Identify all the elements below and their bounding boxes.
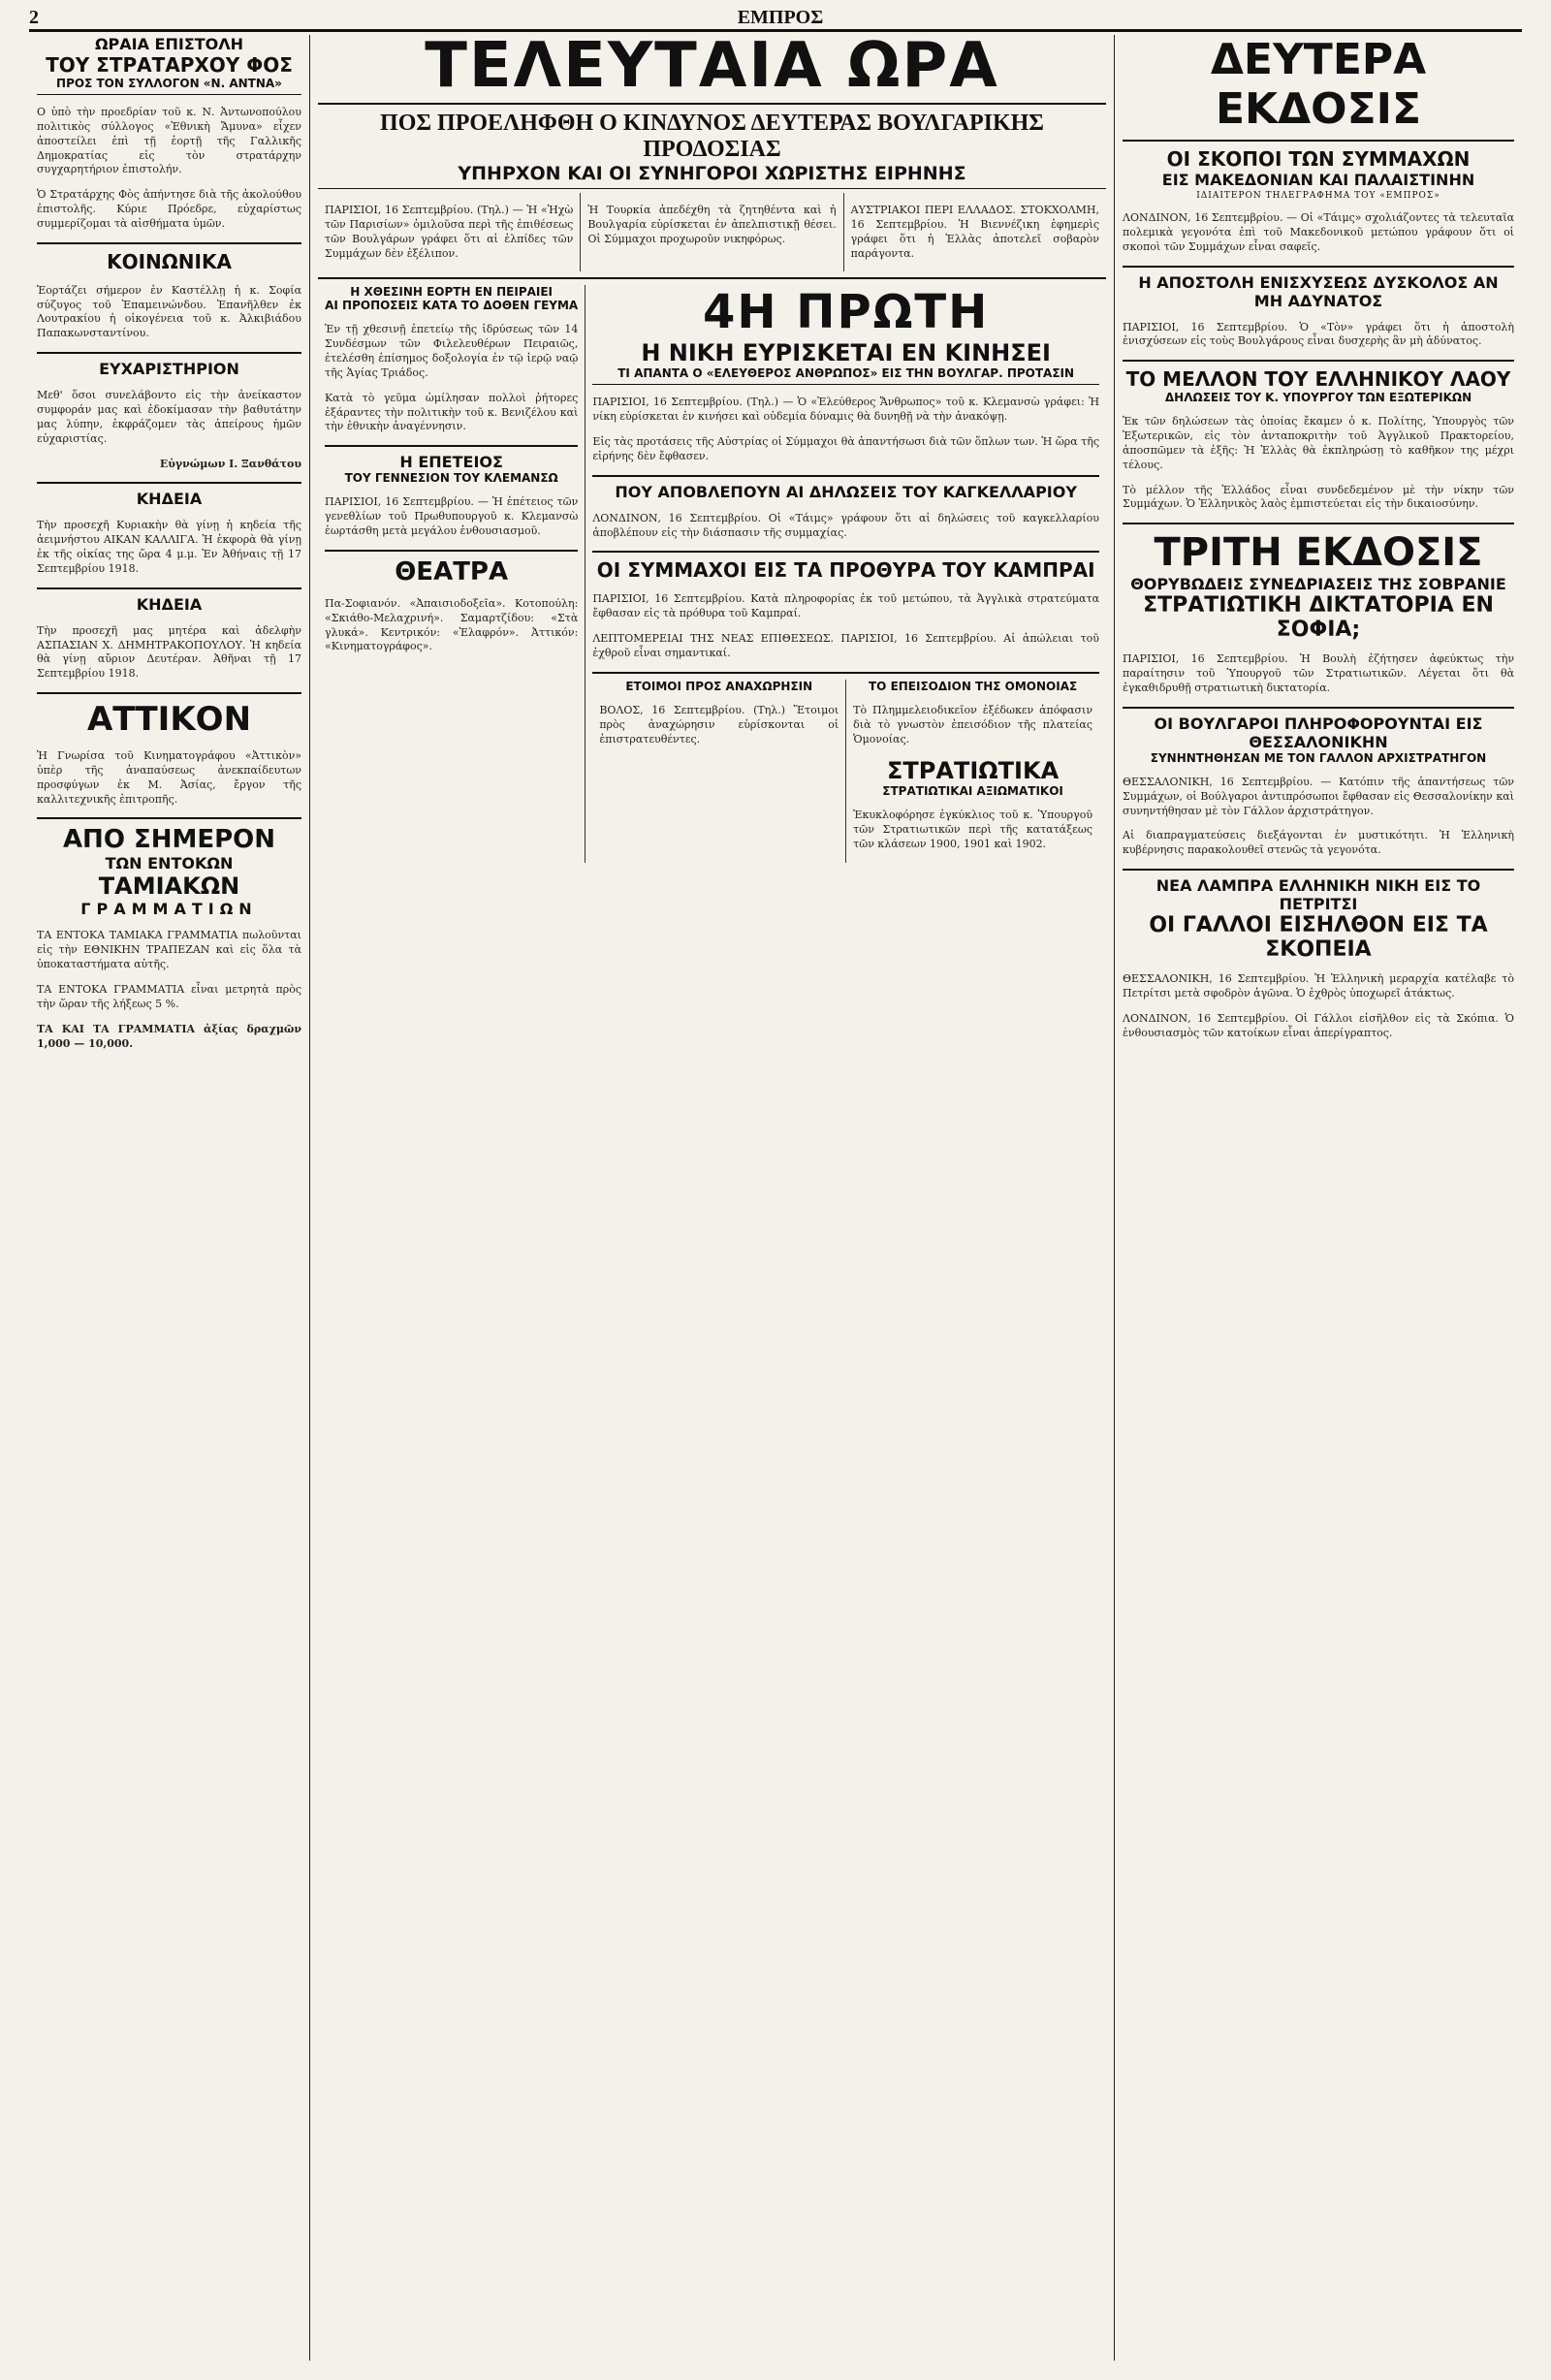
social-heading: ΚΟΙΝΩΝΙΚΑ bbox=[107, 249, 232, 273]
dictatorship-text: ΠΑΡΙΣΙΟΙ, 16 Σεπτεμβρίου. Ἡ Βουλὴ ἐζήτησεν ἀφεύκτως τὴν παραίτησιν τοῦ Ὑπουργοῦ τῶν Στρατιωτικῶν. Λέγεται ὅτι θὰ ἐγκαθιδρυθῇ στρατιωτικὴ δικτατορία. bbox=[1123, 652, 1514, 694]
allies-aims-subheading: ΕΙΣ ΜΑΚΕΔΟΝΙΑΝ ΚΑΙ ΠΑΛΑΙΣΤΙΝΗΝ bbox=[1161, 171, 1475, 189]
anniversary-text: ΠΑΡΙΣΙΟΙ, 16 Σεπτεμβρίου. — Ἡ ἐπέτειος τῶν γενεθλίων τοῦ Πρωθυπουργοῦ κ. Κλεμανσὼ ἑωρτάσθη μετὰ μεγάλου ἐνθουσιασμοῦ. bbox=[325, 495, 579, 537]
social-text: Ἑορτάζει σήμερον ἐν Καστέλλῃ ἡ κ. Σοφία σύζυγος τοῦ Ἐπαμεινώνδου. Ἐπανῆλθεν ἐκ Λουτρακίου ἡ οἰκογένεια τοῦ κ. Ἀλκιβιάδου Παπακωνσταντίνου. bbox=[37, 283, 301, 340]
bonds-heading-large: ΤΑΜΙΑΚΩΝ bbox=[98, 873, 240, 901]
funeral-heading: ΚΗΔΕΙΑ bbox=[136, 594, 203, 614]
thanks-heading: ΕΥΧΑΡΙΣΤΗΡΙΟΝ bbox=[99, 360, 239, 379]
first-subheading: Η ΝΙΚΗ ΕΥΡΙΣΚΕΤΑΙ ΕΝ ΚΙΝΗΣΕΙ bbox=[641, 339, 1051, 367]
theatre-text: Πα-Σοφιανόν. «Ἀπαισιοδοξεῖα». Κοτοπούλη: «Σκιάθο-Μελαχρινή». Σαμαρτζίδου: «Στὰ γλυκά». Κεντρικόν: «Ἐλαφρόν». Ἀττικόν: «Κινηματογράφος». bbox=[325, 596, 579, 653]
second-edition-title: ΔΕΥΤΕΡΑ ΕΚΔΟΣΙΣ bbox=[1210, 35, 1427, 134]
funeral-text: Τὴν προσεχῆ Κυριακὴν θὰ γίνῃ ἡ κηδεία τῆς ἀειμνήστου ΑΙΚΑΝ ΚΑΛΛΙΓΑ. Ἡ ἐκφορὰ θὰ γίνῃ ἐκ τῆς οἰκίας της ὥρα 4 μ.μ. Ἐν Ἀθήναις τῇ 17 Σεπτεμβρίου 1918. bbox=[37, 519, 301, 575]
allies-aims-text: ΛΟΝΔΙΝΟΝ, 16 Σεπτεμβρίου. — Οἱ «Τάιμς» σχολιάζοντες τὰ τελευταῖα πολεμικὰ γεγονότα ἐπὶ τοῦ Μακεδονικοῦ μετώπου γράφουν ὅτι οἱ σκοποὶ τῶν Συμμάχων εἶναι σαφεῖς. bbox=[1123, 211, 1514, 253]
first-text: Εἰς τὰς προτάσεις τῆς Αὐστρίας οἱ Σύμμαχοι θὰ ἀπαντήσωσι διὰ τῶν ὅπλων των. Ἡ ὥρα τῆς εἰρήνης δὲν ἔφθασεν. bbox=[592, 435, 1099, 462]
chancellor-heading: ΠΟΥ ΑΠΟΒΛΕΠΟΥΝ ΑΙ ΔΗΛΩΣΕΙΣ ΤΟΥ ΚΑΓΚΕΛΛΑΡΙΟΥ bbox=[615, 482, 1077, 501]
letter-paragraph: Ο ὑπὸ τὴν προεδρίαν τοῦ κ. Ν. Ἀντωνοπούλου πολιτικὸς σύλλογος «Ἐθνικὴ Ἄμυνα» εἶχεν ἀποστείλει ἐπὶ τῇ ἑορτῇ τῆς Γαλλικῆς Δημοκρατίας εἰς τὸν στρατάρχην συγχαρητήριον ἐπιστολήν. bbox=[37, 106, 301, 176]
military-text: Ἐκυκλοφόρησε ἐγκύκλιος τοῦ κ. Ὑπουργοῦ τῶν Στρατιωτικῶν περὶ τῆς κατατάξεως τῶν κλάσεων 1900, 1901 καὶ 1902. bbox=[853, 809, 1093, 851]
festival-heading: Η ΧΘΕΣΙΝΗ ΕΟΡΤΗ ΕΝ ΠΕΙΡΑΙΕΙ bbox=[350, 285, 554, 300]
bonds-text: ΤΑ ΕΝΤΟΚΑ ΤΑΜΙΑΚΑ ΓΡΑΜΜΑΤΙΑ πωλοῦνται εἰς τὴν ΕΘΝΙΚΗΝ ΤΡΑΠΕΖΑΝ καὶ εἰς ὅλα τὰ ὑποκαταστήματα αὐτῆς. bbox=[37, 929, 301, 971]
ready-heading: ΕΤΟΙΜΟΙ ΠΡΟΣ ΑΝΑΧΩΡΗΣΙΝ bbox=[625, 679, 813, 693]
first-subheading-2: ΤΙ ΑΠΑΝΤΑ Ο «ΕΛΕΥΘΕΡΟΣ ΑΝΘΡΩΠΟΣ» ΕΙΣ ΤΗΝ ΒΟΥΛΓΑΡ. ΠΡΟΤΑΣΙΝ bbox=[617, 366, 1075, 381]
letter-addressee: ΠΡΟΣ ΤΟΝ ΣΥΛΛΟΓΟΝ «Ν. ΑΝΤΝΑ» bbox=[56, 77, 282, 90]
bonds-heading-sub: ΓΡΑΜΜΑΤΙΩΝ bbox=[80, 900, 258, 919]
festival-text: Κατὰ τὸ γεῦμα ὡμίλησαν πολλοὶ ῥήτορες ἐξάραντες τὴν πολιτικὴν τοῦ κ. Βενιζέλου καὶ τὴν ἐθνικὴν ἀναγέννησιν. bbox=[325, 391, 579, 433]
skopje-heading: ΟΙ ΓΑΛΛΟΙ ΕΙΣΗΛΘΟΝ ΕΙΣ ΤΑ ΣΚΟΠΕΙΑ bbox=[1149, 913, 1488, 963]
bonds-text: ΤΑ ΕΝΤΟΚΑ ΓΡΑΜΜΑΤΙΑ εἶναι μετρητὰ πρὸς τὴν ὥραν τῆς λήξεως 5 %. bbox=[37, 983, 301, 1010]
funeral-text: Τὴν προσεχῆ μας μητέρα καὶ ἀδελφὴν ΑΣΠΑΣΙΑΝ Χ. ΔΗΜΗΤΡΑΚΟΠΟΥΛΟΥ. Ἡ κηδεία θὰ γίνῃ αὔριον Δευτέραν. Ἀθῆναι τῇ 17 Σεπτεμβρίου 1918. bbox=[37, 623, 301, 681]
anniversary-subheading: ΤΟΥ ΓΕΝΝΕΣΙΟΝ ΤΟΥ ΚΛΕΜΑΝΣΩ bbox=[344, 471, 558, 486]
from-today-heading: ΑΠΟ ΣΗΜΕΡΟΝ bbox=[62, 825, 276, 855]
third-edition-title: ΤΡΙΤΗ ΕΚΔΟΣΙΣ bbox=[1154, 530, 1483, 576]
festival-subheading: ΑΙ ΠΡΟΠΟΣΕΙΣ ΚΑΤΑ ΤΟ ΔΟΘΕΝ ΓΕΥΜΑ bbox=[325, 299, 579, 313]
omonoia-heading: ΤΟ ΕΠΕΙΣΟΔΙΟΝ ΤΗΣ ΟΜΟΝΟΙΑΣ bbox=[869, 679, 1078, 693]
thessaloniki-text: Αἱ διαπραγματεύσεις διεξάγονται ἐν μυστικότητι. Ἡ Ἑλληνικὴ κυβέρνησις παρακολουθεῖ στενῶς τὰ γεγονότα. bbox=[1123, 829, 1514, 857]
dictatorship-heading: ΣΤΡΑΤΙΩΤΙΚΗ ΔΙΚΤΑΤΟΡΙΑ ΕΝ ΣΟΦΙΑ; bbox=[1143, 593, 1494, 643]
first-story bbox=[586, 285, 1106, 863]
anniversary-heading: Η ΕΠΕΤΕΙΟΣ bbox=[399, 453, 503, 472]
victory-heading: ΝΕΑ ΛΑΜΠΡΑ ΕΛΛΗΝΙΚΗ ΝΙΚΗ ΕΙΣ ΤΟ ΠΕΤΡΙΤΣΙ bbox=[1155, 876, 1481, 914]
sobranie-heading: ΘΟΡΥΒΩΔΕΙΣ ΣΥΝΕΔΡΙΑΣΕΙΣ ΤΗΣ ΣΟΒΡΑΝΙΕ bbox=[1130, 575, 1506, 594]
bonds-heading: ΤΩΝ ΕΝΤΟΚΩΝ bbox=[105, 854, 234, 873]
main-subtitle: ΠΟΣ ΠΡΟΕΛΗΦΘΗ Ο ΚΙΝΔΥΝΟΣ ΔΕΥΤΕΡΑΣ ΒΟΥΛΓΑΡΙΚΗΣ ΠΡΟΔΟΣΙΑΣ bbox=[380, 111, 1044, 162]
omonoia-text: Τὸ Πλημμελειοδικεῖον ἐξέδωκεν ἀπόφασιν διὰ τὸ γνωστὸν ἐπεισόδιον τῆς πλατείας Ὁμονοίας. bbox=[853, 703, 1093, 746]
lead-paragraph: ΑΥΣΤΡΙΑΚΟΙ ΠΕΡΙ ΕΛΛΑΔΟΣ. ΣΤΟΚΧΟΛΜΗ, 16 Σεπτεμβρίου. Ἡ Βιεννέζικη ἐφημερὶς γράφει ὅτι ἡ Ἑλλὰς ἀποτελεῖ σοβαρὸν παράγοντα. bbox=[850, 204, 1099, 260]
first-heading: 4Η ΠΡΩΤΗ bbox=[702, 285, 990, 340]
victory-text: ΛΟΝΔΙΝΟΝ, 16 Σεπτεμβρίου. Οἱ Γάλλοι εἰσῆλθον εἰς τὰ Σκόπια. Ὁ ἐνθουσιασμὸς τῶν κατοίκων εἶναι ἀπερίγραπτος. bbox=[1123, 1011, 1514, 1039]
ready-text: ΒΟΛΟΣ, 16 Σεπτεμβρίου. (Τηλ.) Ἕτοιμοι πρὸς ἀναχώρησιν εὑρίσκονται οἱ ἐπιστρατευθέντες. bbox=[599, 703, 839, 746]
reinforcement-text: ΠΑΡΙΣΙΟΙ, 16 Σεπτεμβρίου. Ὁ «Τὸν» γράφει ὅτι ἡ ἀποστολὴ ἐνισχύσεων εἰς τοὺς Βουλγάρους εἶναι δυσχερὴς ἂν μὴ ἀδύνατος. bbox=[1123, 320, 1514, 348]
letter-heading: ΩΡΑΙΑ ΕΠΙΣΤΟΛΗ bbox=[94, 35, 244, 53]
page-number: 2 bbox=[29, 7, 39, 28]
thessaloniki-text: ΘΕΣΣΑΛΟΝΙΚΗ, 16 Σεπτεμβρίου. — Κατόπιν τῆς ἀπαντήσεως τῶν Συμμάχων, οἱ Βούλγαροι ἀντιπρόσωποι ἔφθασαν εἰς Θεσσαλονίκην καὶ συνηντήθησαν μὲ τὸν Γάλλον ἀρχιστράτηγον. bbox=[1123, 775, 1514, 817]
lead-paragraph: ΠΑΡΙΣΙΟΙ, 16 Σεπτεμβρίου. (Τηλ.) — Ἡ «Ἠχὼ τῶν Παρισίων» ὁμιλοῦσα περὶ τῆς ἐπιθέσεως τῶν Βουλγάρων γράφει ὅτι αἱ ἐλπίδες τῶν Συμμάχων δὲν ἐξέλιπον. bbox=[325, 204, 574, 260]
lead-paragraph: Ἡ Τουρκία ἀπεδέχθη τὰ ζητηθέντα καὶ ἡ Βουλγαρία εὑρίσκεται ἐν ἀπελπιστικῇ θέσει. Οἱ Σύμμαχοι προχωροῦν νικηφόρως. bbox=[587, 204, 837, 245]
future-text: Τὸ μέλλον τῆς Ἑλλάδος εἶναι συνδεδεμένον μὲ τὴν νίκην τῶν Συμμάχων. Ὁ Ἑλληνικὸς λαὸς ἐμπιστεύεται εἰς τὴν δικαιοσύνην. bbox=[1123, 483, 1514, 511]
lead-story bbox=[318, 193, 1106, 271]
letter-paragraph: Ὁ Στρατάρχης Φὸς ἀπήντησε διὰ τῆς ἀκολούθου ἐπιστολῆς. Κύριε Πρόεδρε, εὐχαρίστως συμμερίζομαι τὰ αἰσθήματα ὑμῶν. bbox=[37, 188, 301, 230]
thessaloniki-subheading: ΣΥΝΗΝΤΗΘΗΣΑΝ ΜΕ ΤΟΝ ΓΑΛΛΟΝ ΑΡΧΙΣΤΡΑΤΗΓΟΝ bbox=[1150, 750, 1487, 765]
attikon-text: Ἡ Γνωρίσα τοῦ Κινηματογράφου «Ἀττικὸν» ὑπὲρ τῆς ἀναπαύσεως ἀνεκπαίδευτων προσφύγων ἐκ Μ. Ἀσίας, ἔργον τῆς καλλιτεχνικῆς ἐπιτροπῆς. bbox=[37, 749, 301, 806]
funeral-heading: ΚΗΔΕΙΑ bbox=[136, 490, 203, 509]
thanks-signature: Εὐγνώμων Ι. Ξανθάτου bbox=[159, 457, 301, 470]
theatre-heading: ΘΕΑΤΡΑ bbox=[395, 556, 509, 587]
future-subheading: ΔΗΛΩΣΕΙΣ ΤΟΥ Κ. ΥΠΟΥΡΓΟΥ ΤΩΝ ΕΞΩΤΕΡΙΚΩΝ bbox=[1164, 391, 1472, 405]
chancellor-text: ΛΟΝΔΙΝΟΝ, 16 Σεπτεμβρίου. Οἱ «Τάιμς» γράφουν ὅτι αἱ δηλώσεις τοῦ καγκελλαρίου ἀποβλέπουν εἰς τὴν διάσπασιν τῆς συμμαχίας. bbox=[592, 511, 1099, 539]
future-text: Ἐκ τῶν δηλώσεων τὰς ὁποίας ἔκαμεν ὁ κ. Πολίτης, Ὑπουργὸς τῶν Ἐξωτερικῶν, εἰς τὸν ἀνταποκριτὴν τοῦ Ἀγγλικοῦ Πρακτορείου, ἀποσπῶμεν τὰ ἑξῆς: Ἡ Ἑλλὰς θὰ ἐκπληρώσῃ τὸ καθῆκον της μέχρι τέλους. bbox=[1123, 415, 1514, 471]
center-column bbox=[310, 35, 1115, 2361]
first-text: ΠΑΡΙΣΙΟΙ, 16 Σεπτεμβρίου. (Τηλ.) — Ὁ «Ἐλεύθερος Ἄνθρωπος» τοῦ κ. Κλεμανσὼ γράφει: Ἡ νίκη εὑρίσκεται ἐν κινήσει καὶ οὐδεμία δύναμις θὰ δυνηθῇ νὰ τὴν ἀνακόψῃ. bbox=[592, 396, 1099, 424]
main-title: ΤΕΛΕΥΤΑΙΑ ΩΡΑ bbox=[425, 35, 999, 102]
thessaloniki-heading: ΟΙ ΒΟΥΛΓΑΡΟΙ ΠΛΗΡΟΦΟΡΟΥΝΤΑΙ ΕΙΣ ΘΕΣΣΑΛΟΝΙΚΗΝ bbox=[1154, 714, 1483, 751]
victory-text: ΘΕΣΣΑΛΟΝΙΚΗ, 16 Σεπτεμβρίου. Ἡ Ἑλληνικὴ μεραρχία κατέλαβε τὸ Πετρίτσι μετὰ σφοδρὸν ἀγῶνα. Ὁ ἐχθρὸς ὑποχωρεῖ ἀτάκτως. bbox=[1123, 972, 1514, 1000]
military-subheading: ΣΤΡΑΤΙΩΤΙΚΑΙ ΑΞΙΩΜΑΤΙΚΟΙ bbox=[882, 784, 1063, 799]
thanks-text: Μεθ' ὅσοι συνελάβοντο εἰς τὴν ἀνείκαστον συμφοράν μας καὶ ἐδοκίμασαν τὴν βαθυτάτην μας λύπην, ἐκφράζομεν τὰς ἀπείρους ἡμῶν εὐχαριστίας. bbox=[37, 389, 301, 445]
masthead bbox=[29, 8, 1522, 32]
allies-text: ΠΑΡΙΣΙΟΙ, 16 Σεπτεμβρίου. Κατὰ πληροφορίας ἐκ τοῦ μετώπου, τὰ Ἀγγλικὰ στρατεύματα ἔφθασαν εἰς τὰ πρόθυρα τοῦ Καμπραί. bbox=[592, 592, 1099, 620]
allies-heading: ΟΙ ΣΥΜΜΑΧΟΙ ΕΙΣ ΤΑ ΠΡΟΘΥΡΑ ΤΟΥ ΚΑΜΠΡΑΙ bbox=[596, 558, 1095, 583]
military-heading: ΣΤΡΑΤΙΩΤΙΚΑ bbox=[887, 757, 1060, 785]
right-column bbox=[1115, 35, 1522, 2361]
letter-subheading: ΤΟΥ ΣΤΡΑΤΑΡΧΟΥ ΦΟΣ bbox=[46, 53, 293, 77]
bonds-text: ΤΑ ΚΑΙ ΤΑ ΓΡΑΜΜΑΤΙΑ ἀξίας δραχμῶν 1,000 — 10,000. bbox=[37, 1022, 301, 1050]
attikon-heading: ΑΤΤΙΚΟΝ bbox=[86, 700, 252, 740]
allies-text: ΛΕΠΤΟΜΕΡΕΙΑΙ ΤΗΣ ΝΕΑΣ ΕΠΙΘΕΣΕΩΣ. ΠΑΡΙΣΙΟΙ, 16 Σεπτεμβρίου. Αἱ ἀπώλειαι τοῦ ἐχθροῦ εἶναι σημαντικαί. bbox=[592, 632, 1099, 659]
festival-story bbox=[318, 285, 586, 863]
main-subtitle-2: ΥΠΗΡΧΟΝ ΚΑΙ ΟΙ ΣΥΝΗΓΟΡΟΙ ΧΩΡΙΣΤΗΣ ΕΙΡΗΝΗΣ bbox=[458, 163, 966, 184]
telegram-tag: ΙΔΙΑΙΤΕΡΟΝ ΤΗΛΕΓΡΑΦΗΜΑ ΤΟΥ «ΕΜΠΡΟΣ» bbox=[1196, 191, 1440, 201]
newspaper-name: ΕΜΠΡΟΣ bbox=[737, 7, 824, 28]
festival-text: Ἐν τῇ χθεσινῇ ἐπετείῳ τῆς ἱδρύσεως τῶν 14 Συνδέσμων τῶν Φιλελευθέρων Πειραιῶς, ἐτελέσθη ἐπίσημος δοξολογία ἐν τῷ ἱερῷ ναῷ τῆς Ἁγίας Τριάδος. bbox=[325, 323, 579, 379]
left-column bbox=[29, 35, 310, 2361]
future-heading: ΤΟ ΜΕΛΛΟΝ ΤΟΥ ΕΛΛΗΝΙΚΟΥ ΛΑΟΥ bbox=[1125, 367, 1511, 392]
reinforcement-heading: Η ΑΠΟΣΤΟΛΗ ΕΝΙΣΧΥΣΕΩΣ ΔΥΣΚΟΛΟΣ ΑΝ ΜΗ ΑΔΥΝΑΤΟΣ bbox=[1138, 272, 1499, 310]
allies-aims-heading: ΟΙ ΣΚΟΠΟΙ ΤΩΝ ΣΥΜΜΑΧΩΝ bbox=[1166, 147, 1471, 171]
